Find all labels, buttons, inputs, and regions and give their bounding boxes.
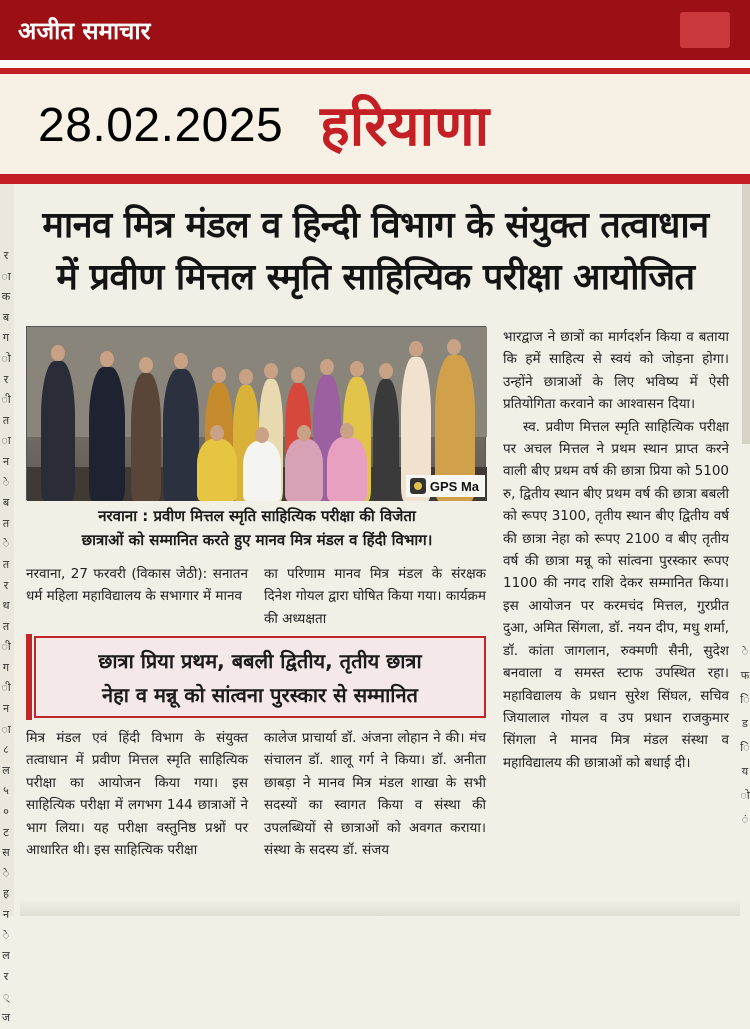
margin-char: ड — [742, 717, 748, 730]
margin-char: ग — [2, 331, 10, 345]
margin-char: क — [1, 290, 11, 304]
headline — [18, 200, 733, 304]
person-head — [139, 357, 153, 373]
divider — [0, 60, 750, 68]
margin-char: े — [2, 537, 10, 551]
person-figure — [243, 441, 281, 501]
margin-char: थ — [2, 599, 10, 613]
person-figure — [163, 369, 199, 501]
margin-char: र — [3, 578, 9, 592]
person-head — [51, 345, 65, 361]
margin-char: े — [741, 645, 749, 658]
newspaper-title: अजीत समाचार — [18, 17, 151, 45]
margin-char: े — [2, 475, 10, 489]
article-column-right — [503, 326, 729, 774]
masthead-ornament — [680, 12, 730, 48]
caption-line: छात्राओं को सम्मानित करते हुए मानव मित्र मंडल व हिंदी विभाग। — [81, 531, 433, 549]
person-figure — [197, 439, 237, 501]
margin-char: ी — [1, 393, 11, 407]
person-head — [264, 363, 278, 379]
margin-char: र — [3, 249, 9, 262]
person-figure — [131, 373, 161, 501]
margin-char: ि — [740, 741, 750, 754]
margin-char: ी — [1, 640, 11, 654]
person-figure — [373, 379, 399, 501]
divider — [0, 174, 750, 184]
photo-caption — [26, 504, 488, 552]
camera-icon — [410, 478, 426, 494]
article-column: नरवाना, 27 फरवरी (विकास जेठी): सनातन धर्म महिला महाविद्यालय के सभागार में मानव — [26, 566, 248, 605]
article-paragraph: भारद्वाज ने छात्रों का मार्गदर्शन किया व बताया कि हमें साहित्य से स्वयं को जोड़ना होगा। उन्होंने छात्राओं के लिए भविष्य में ऐसी प्रतियोगिता करवाने का आश्वासन दिया। — [503, 329, 729, 413]
headline-line: में प्रवीण मित्तल स्मृति साहित्यिक परीक्षा आयोजित — [56, 257, 695, 298]
person-head — [447, 339, 461, 355]
article-column: का परिणाम मानव मित्र मंडल के संरक्षक दिनेश गोयल द्वारा घोषित किया गया। कार्यक्रम की अध्यक्षता — [264, 566, 486, 627]
watermark-text: GPS Ma — [429, 478, 479, 494]
news-photo — [26, 326, 486, 500]
margin-char: त — [2, 619, 10, 633]
margin-char: ा — [1, 269, 11, 283]
article-column: मित्र मंडल एवं हिंदी विभाग के संयुक्त तत्वाधान में प्रवीण मित्तल स्मृति साहित्यिक परीक्षा का आयोजन किया गया। इस साहित्यिक परीक्षा में लगभग 144 छात्राओं ने भाग लिया। यह परीक्षा वस्तुनिष्ठ प्रश्नों पर आधारित थी। इस साहित्यिक परीक्षा — [26, 730, 248, 859]
person-head — [379, 363, 393, 379]
margin-char: ं — [741, 813, 749, 826]
headline-line: मानव मित्र मंडल व हिन्दी विभाग के संयुक्त तत्वाधान — [42, 205, 709, 246]
margin-char: ल — [2, 949, 10, 963]
date-stamp: 28.02.2025 — [38, 99, 284, 152]
person-head — [320, 359, 334, 375]
margin-char: फ — [740, 669, 750, 682]
margin-char: ा — [1, 722, 11, 736]
margin-char: स — [2, 846, 10, 860]
person-head — [340, 423, 354, 439]
margin-char: े — [2, 928, 10, 942]
person-head — [100, 351, 114, 367]
margin-char: ८ — [3, 743, 9, 757]
cut-off-column-text-right — [740, 640, 750, 832]
margin-char: ि — [740, 693, 750, 706]
margin-char: ग — [2, 660, 10, 674]
masthead — [0, 0, 750, 60]
margin-char: र — [3, 969, 9, 983]
margin-char: ब — [2, 310, 10, 324]
margin-char: ५ — [3, 784, 9, 798]
person-head — [409, 341, 423, 357]
margin-char: त — [2, 516, 10, 530]
margin-char: र — [3, 372, 9, 386]
subheadline-line: नेहा व मन्नू को सांत्वना पुरस्कार से सम्मानित — [102, 683, 418, 707]
person-head — [291, 367, 305, 383]
subhead-accent — [26, 634, 32, 720]
margin-char: ज — [1, 1010, 11, 1024]
section-title: हरियाणा — [320, 94, 490, 159]
margin-char: त — [2, 413, 10, 427]
cut-off-column-text — [0, 246, 12, 1029]
margin-char: ल — [2, 763, 10, 777]
person-figure — [285, 439, 323, 501]
person-figure — [41, 361, 75, 501]
person-head — [350, 361, 364, 377]
caption-line: नरवाना : प्रवीण मित्तल स्मृति साहित्यिक परीक्षा की विजेता — [98, 507, 416, 525]
margin-char: त — [2, 557, 10, 571]
person-head — [174, 353, 188, 369]
margin-char: ा — [1, 434, 11, 448]
margin-char: ब — [2, 496, 10, 510]
subheadline-box — [34, 636, 486, 718]
article-column: कालेज प्राचार्या डॉ. अंजना लोहान ने की। मंच संचालन डॉ. शालू गर्ग ने किया। डॉ. अनीता छाबड़ा ने मानव मित्र मंडल शाखा के सभी सदस्यों का स्वागत किया व संस्था की उपलब्धियों से छात्राओं को अवगत कराया। संस्था के सदस्य डॉ. संजय — [264, 730, 486, 859]
margin-char: न — [2, 702, 10, 716]
person-head — [297, 425, 311, 441]
margin-char: य — [741, 765, 749, 778]
margin-char: ो — [740, 789, 750, 802]
person-head — [239, 369, 253, 385]
margin-char: न — [2, 454, 10, 468]
person-head — [212, 367, 226, 383]
margin-char: ् — [2, 990, 10, 1004]
margin-char: ट — [3, 825, 9, 839]
margin-char: ह — [3, 887, 9, 901]
person-figure — [89, 367, 125, 501]
margin-char: े — [2, 866, 10, 880]
margin-char: ० — [3, 805, 9, 819]
article-paragraph: स्व. प्रवीण मित्तल स्मृति साहित्यिक परीक्षा पर अचल मित्तल ने प्रथम स्थान प्राप्त करने वाली बीए प्रथम वर्ष की छात्रा प्रिया को 5100 रु, द्वितीय स्थान बीए प्रथम वर्ष की छात्रा बबली को रूपए 3100, तृतीय स्थान बीए द्वितीय वर्ष की छात्रा नेहा को रूपए 2100 व बीए तृतीय वर्ष की छात्रा मन्नू को सांत्वना पुरस्कार रूपए 1100 की नगद राशि देकर सम्मानित किया। इस आयोजन पर करमचंद मित्तल, गुरप्रीत दुआ, अमित सिंगला, डॉ. नयन दीप, मधु शर्मा, डॉ. कांता जागलान, रुक्मणी सैनी, सुदेश बनवाला व समस्त स्टाफ उपस्थित रहा। महाविद्यालय के प्रधान सुरेश सिंघल, सचिव जियालाल गोयल व उप प्रधान राजकुमार सिंगला ने मानव मित्र मंडल संस्था व महाविद्यालय की छात्राओं को बधाई दी। — [503, 418, 729, 771]
subheadline-line: छात्रा प्रिया प्रथम, बबली द्वितीय, तृतीय छात्रा — [98, 649, 422, 673]
person-head — [255, 427, 269, 443]
gps-watermark — [406, 475, 485, 497]
margin-char: न — [2, 908, 10, 921]
margin-char: ो — [1, 351, 11, 365]
person-head — [210, 425, 224, 441]
person-figure — [327, 437, 367, 501]
adjacent-column-right — [742, 184, 750, 444]
page-edge — [20, 900, 740, 916]
margin-char: ी — [1, 681, 11, 695]
